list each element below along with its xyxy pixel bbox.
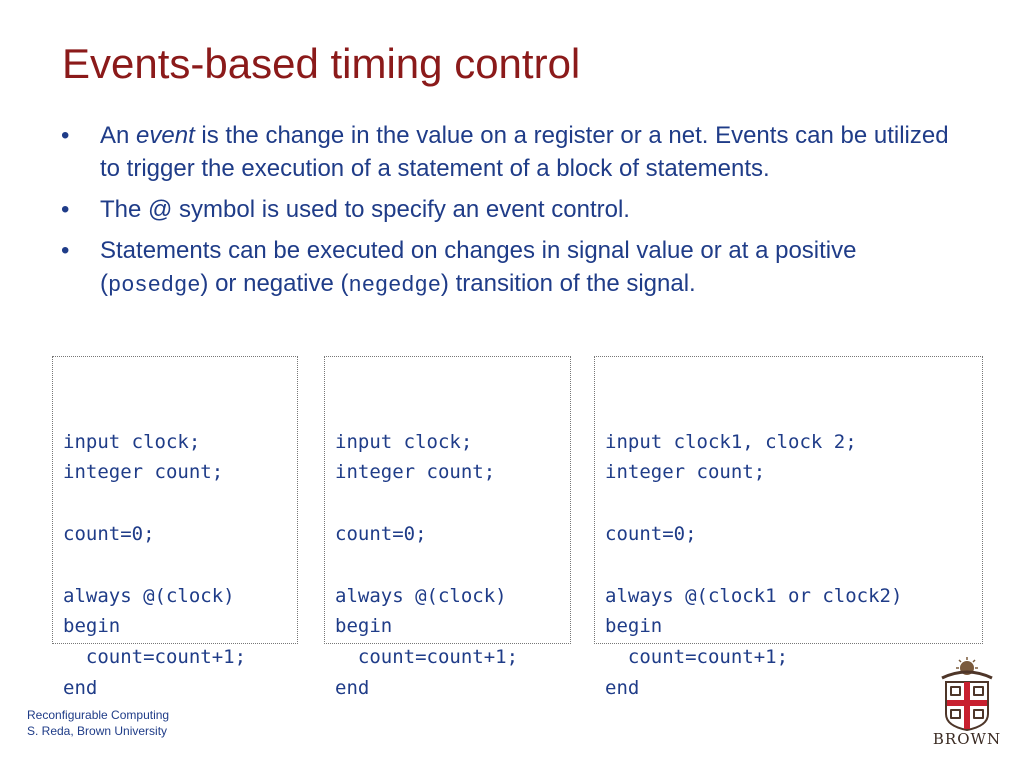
code-line: count=0; <box>335 522 427 545</box>
code-line: integer count; <box>335 461 496 484</box>
code-line <box>63 550 287 581</box>
footer-course: Reconfigurable Computing <box>27 708 170 722</box>
code-line: always @(clock) <box>63 584 235 607</box>
code-line <box>605 488 972 519</box>
bullet-text: Statements can be executed on changes in signal value or at a positive ( <box>100 237 857 297</box>
code-line: end <box>605 676 640 699</box>
code-line: integer count; <box>605 461 766 484</box>
code-keyword: posedge <box>108 273 201 298</box>
bullet-text: ) transition of the signal. <box>440 270 696 297</box>
code-line: begin <box>63 615 121 638</box>
bullet-list <box>58 119 958 310</box>
code-line: count=0; <box>63 522 155 545</box>
code-block-3 <box>594 356 983 699</box>
code-line: end <box>63 676 98 699</box>
code-block-1 <box>52 356 298 699</box>
slide-title: Events-based timing control <box>62 40 581 87</box>
bullet-marker: • <box>61 122 70 149</box>
code-block-2 <box>324 356 571 699</box>
code-line: begin <box>335 615 393 638</box>
code-line <box>605 550 972 581</box>
brown-wordmark: BROWN <box>932 730 1002 748</box>
code-line: count=count+1; <box>335 646 519 669</box>
footer <box>27 707 169 739</box>
bullet-emphasis: event <box>136 122 195 149</box>
bullet-text: ) or negative ( <box>200 270 349 297</box>
bullet-item <box>58 193 958 226</box>
code-keyword: negedge <box>348 273 441 298</box>
code-line: input clock; <box>335 430 473 453</box>
code-line: begin <box>605 615 663 638</box>
bullet-text: is the change in the value on a register or a net. Events can be utilized to trigger the execution of a statement of a block of statements. <box>100 122 949 182</box>
shield-icon <box>946 682 988 730</box>
bullet-item <box>58 234 958 302</box>
code-line: integer count; <box>63 461 224 484</box>
bullet-text: An <box>100 122 137 149</box>
crest-sun-icon <box>942 657 992 678</box>
code-line: count=0; <box>605 522 697 545</box>
bullet-text: The @ symbol is used to specify an event control. <box>100 196 630 223</box>
code-line: input clock1, clock 2; <box>605 430 857 453</box>
code-line <box>335 488 560 519</box>
footer-author: S. Reda, Brown University <box>27 724 168 738</box>
bullet-item <box>58 119 958 185</box>
code-line: input clock; <box>63 430 201 453</box>
bullet-marker: • <box>61 196 70 223</box>
code-line <box>335 550 560 581</box>
code-line: always @(clock) <box>335 584 507 607</box>
code-line: always @(clock1 or clock2) <box>605 584 903 607</box>
code-line: end <box>335 676 370 699</box>
bullet-marker: • <box>61 237 70 264</box>
code-line: count=count+1; <box>605 646 789 669</box>
code-line <box>63 488 287 519</box>
code-line: count=count+1; <box>63 646 247 669</box>
